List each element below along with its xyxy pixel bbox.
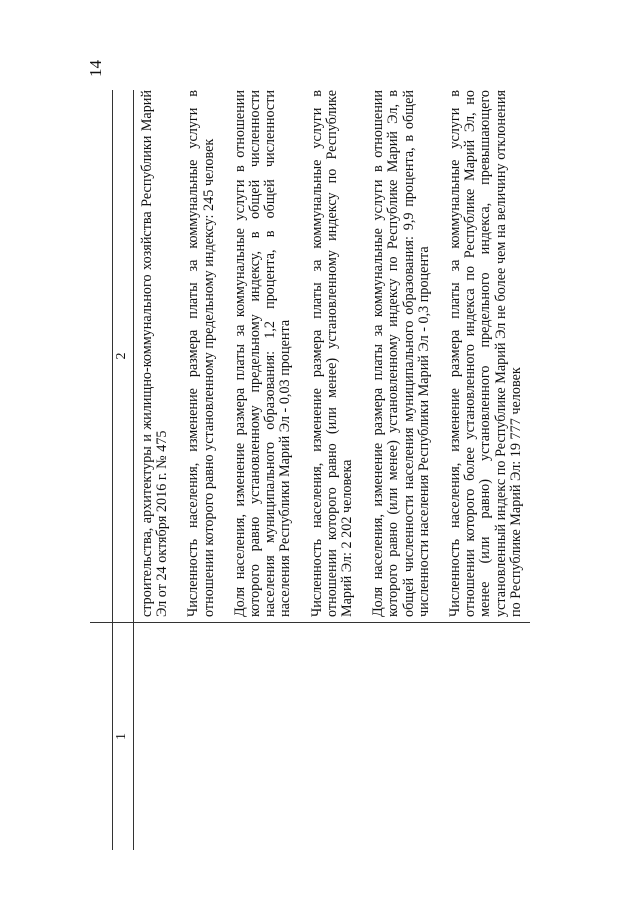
table-top-border [112,90,113,850]
table-column-2 [140,90,540,617]
table-entry: Численность населения, изменение размера платы за коммунальные услуги в отношении которого равно (или менее) установленному индексу по Республике Марий Эл: 2 202 человека [308,90,356,617]
column-divider [90,622,530,623]
table-entry: Численность населения, изменение размера платы за коммунальные услуги в отношении которого более установленного индекса по Республике Марий Эл, но менее (или равно) установленного предельного индекса, превышающего установленный индекс по Республике Марий Эл не более чем на величину отклонения по Республике Марий Эл: 19 777 человек [447,90,524,617]
table-entry: Численность населения, изменение размера платы за коммунальные услуги в отношении которого равно установленному предельному индексу: 245 человек [185,90,217,617]
column-header-2: 2 [114,352,129,360]
table-entry: Доля населения, изменение размера платы за коммунальные услуги в отношении которого равно установленному предельному индексу, в общей численности населения муниципального образования: 1,2 процента, в общей численности населения Республики Марий Эл - 0,03 процента [231,90,294,617]
column-header-1: 1 [114,733,129,740]
rotated-page-content [86,60,530,850]
table-entry: Доля населения, изменение размера платы за коммунальные услуги в отношении которого равно (или менее) установленному индексу по Республике Марий Эл, в общей численности населения муниципального образования: 9,9 процента, в общей численности населения Республики Марий Эл - 0,3 процента [370,90,432,617]
page-number: 14 [86,60,105,77]
table-entry: строительства, архитектуры и жилищно-коммунального хозяйства Республики Марий Эл от 24 октября 2016 г. № 475 [139,90,171,617]
table-header-border [133,90,134,850]
